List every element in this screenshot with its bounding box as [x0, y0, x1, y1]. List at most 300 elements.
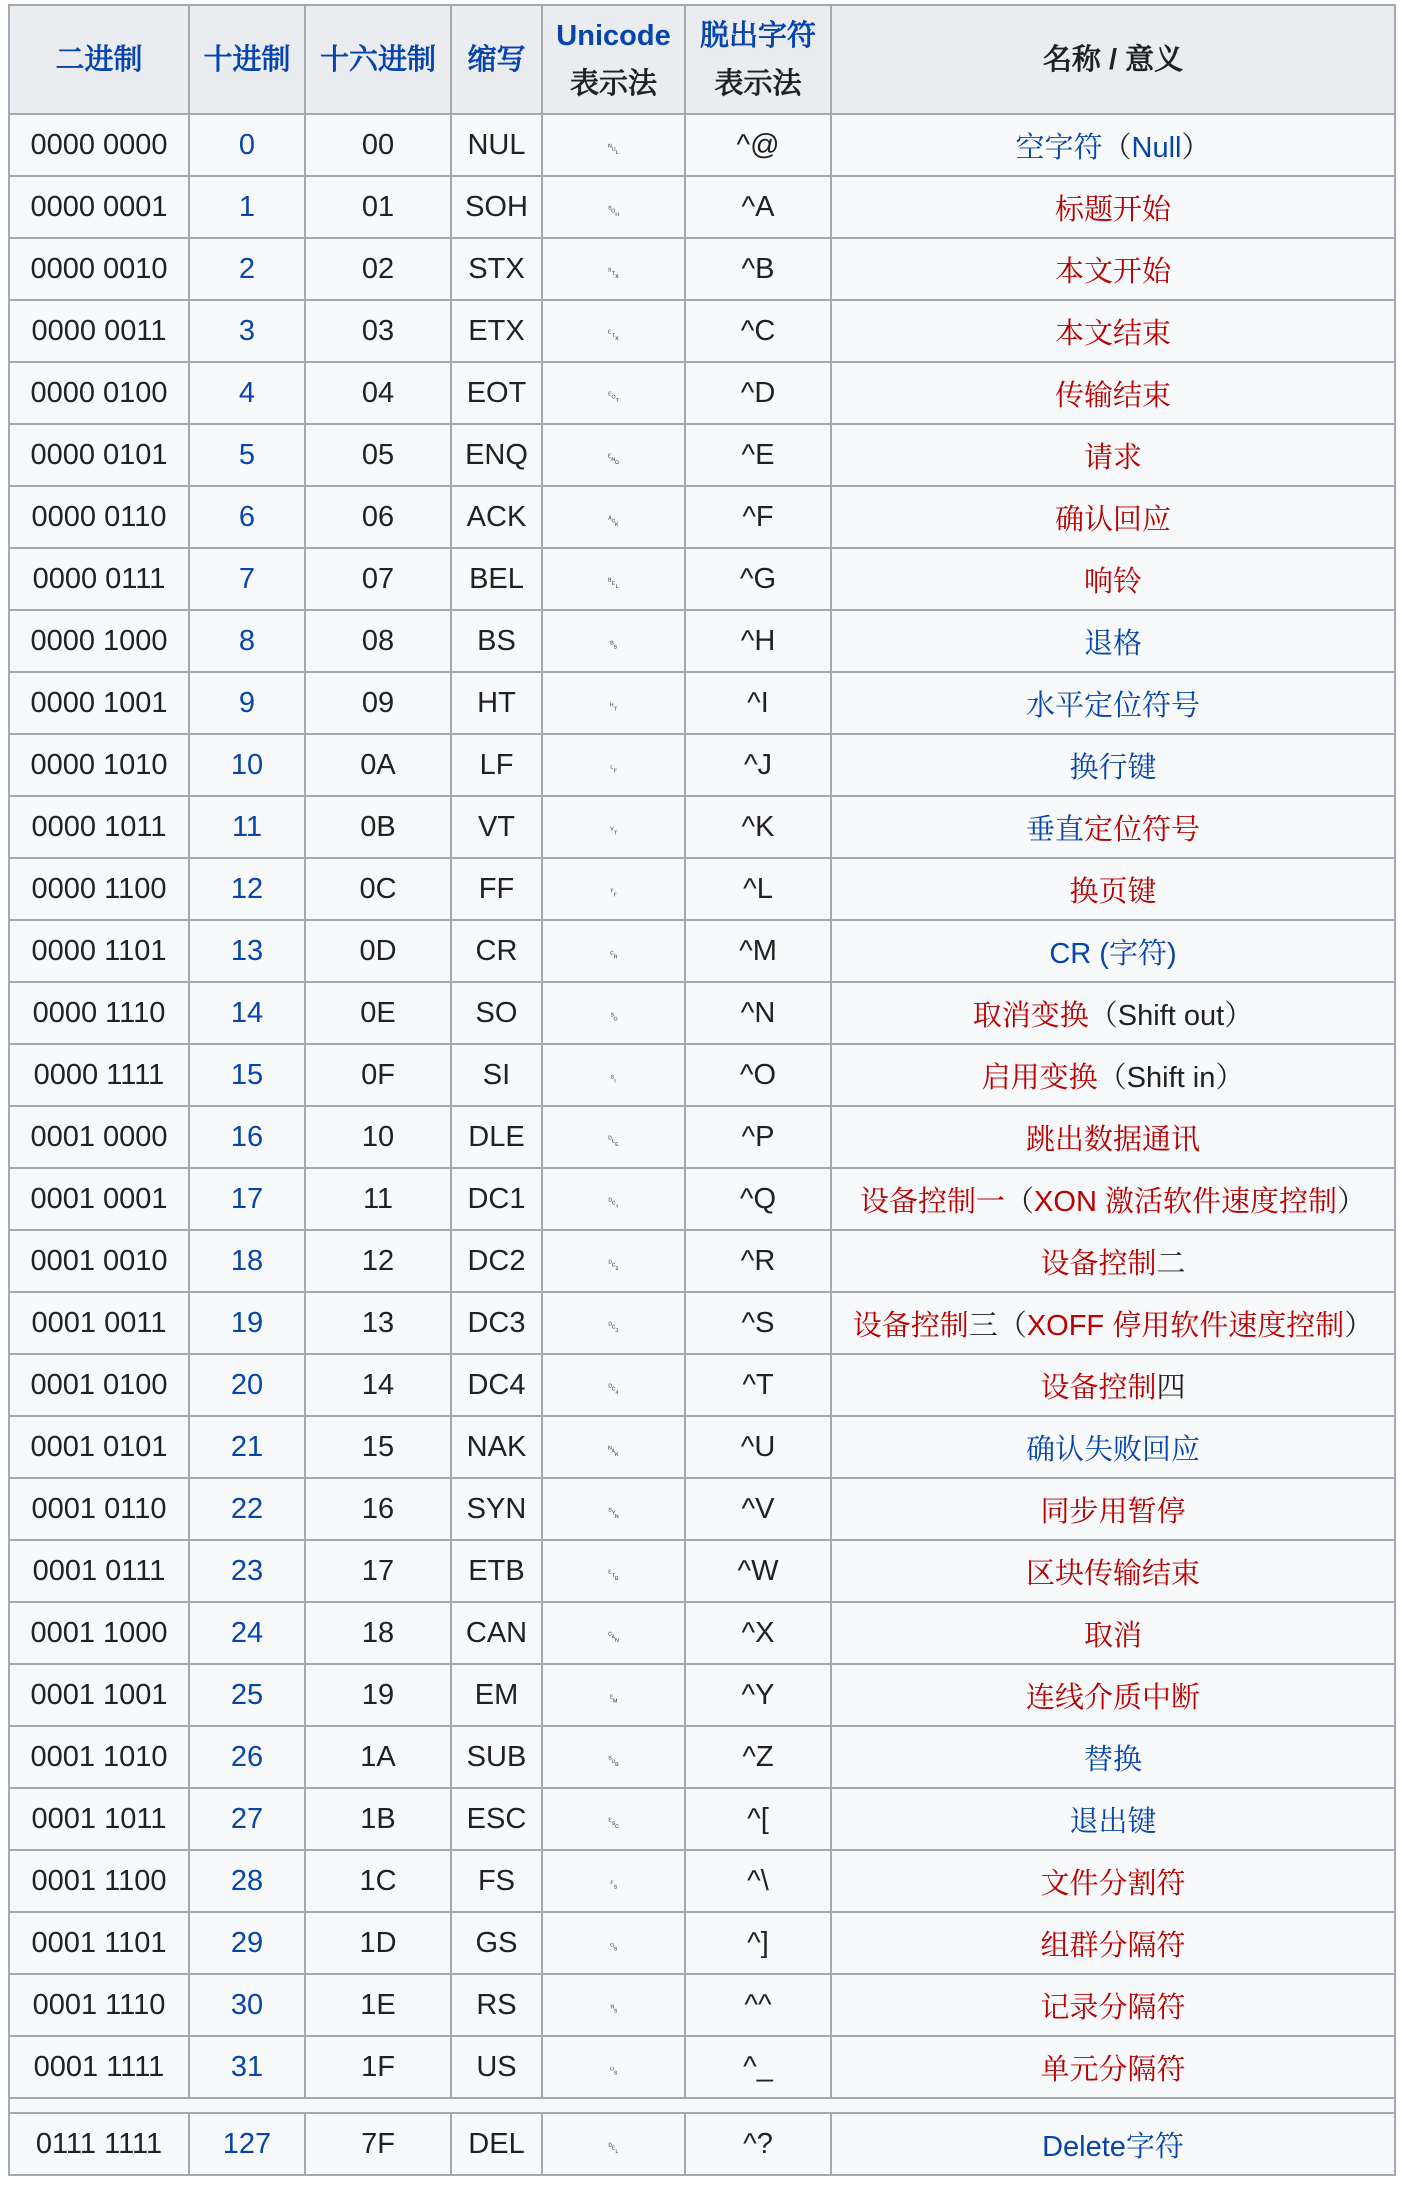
decimal-cell[interactable] — [189, 672, 305, 734]
unicode-picture-cell — [542, 982, 685, 1044]
binary-value: 0001 0110 — [31, 1492, 167, 1525]
meaning-cell — [831, 176, 1395, 238]
abbr-cell — [451, 1168, 542, 1230]
decimal-cell[interactable] — [189, 548, 305, 610]
meaning-cell — [831, 362, 1395, 424]
abbr-value: VT — [477, 810, 516, 843]
decimal-cell[interactable] — [189, 1416, 305, 1478]
unicode-picture-cell — [542, 1788, 685, 1850]
caret-cell — [685, 1788, 831, 1850]
decimal-value[interactable]: 3 — [238, 314, 256, 347]
decimal-value[interactable]: 30 — [230, 1988, 264, 2021]
abbr-value: SYN — [466, 1492, 527, 1525]
unicode-picture-value: ␅ — [607, 449, 620, 468]
meaning-cell — [831, 238, 1395, 300]
hex-cell — [305, 982, 451, 1044]
unicode-picture-cell — [542, 1664, 685, 1726]
hex-value: 00 — [361, 128, 395, 161]
col-header-hex[interactable] — [305, 5, 451, 114]
decimal-value[interactable]: 9 — [238, 686, 256, 719]
caret-cell — [685, 1974, 831, 2036]
binary-value: 0000 0110 — [31, 500, 167, 533]
caret-value: ^L — [743, 872, 773, 905]
meaning-link[interactable]: 同步用暂停 — [1040, 1495, 1186, 1528]
decimal-value[interactable]: 127 — [222, 2127, 272, 2160]
meaning-link[interactable]: 启用变换 — [981, 1061, 1098, 1094]
caret-value: ^D — [740, 376, 776, 409]
abbr-cell — [451, 486, 542, 548]
meaning-link[interactable]: Delete字符 — [1042, 2130, 1184, 2163]
table-row — [9, 2113, 1395, 2175]
abbr-cell — [451, 858, 542, 920]
meaning-link[interactable]: 跳出数据通讯 — [1025, 1123, 1200, 1156]
decimal-cell[interactable] — [189, 300, 305, 362]
abbr-cell — [451, 114, 542, 176]
meaning-text: （Shift in） — [1097, 1061, 1245, 1094]
caret-cell — [685, 982, 831, 1044]
hex-value: 17 — [361, 1554, 395, 1587]
meaning-link[interactable]: 取消变换 — [972, 999, 1089, 1032]
decimal-value[interactable]: 7 — [238, 562, 256, 595]
binary-cell — [9, 2113, 189, 2175]
hex-cell — [305, 424, 451, 486]
unicode-picture-cell — [542, 1850, 685, 1912]
decimal-value[interactable]: 25 — [230, 1678, 264, 1711]
abbr-cell — [451, 548, 542, 610]
abbr-value: DC3 — [467, 1306, 526, 1339]
decimal-cell[interactable] — [189, 1168, 305, 1230]
unicode-picture-cell — [542, 1416, 685, 1478]
table-row — [9, 1044, 1395, 1106]
binary-cell — [9, 1230, 189, 1292]
hex-cell — [305, 1850, 451, 1912]
meaning-cell — [831, 1664, 1395, 1726]
meaning-link[interactable]: 组群分隔符 — [1040, 1929, 1186, 1962]
meaning-text: ） — [1344, 1309, 1374, 1342]
abbr-cell — [451, 1354, 542, 1416]
col-header-binary[interactable] — [9, 5, 189, 114]
meaning-link[interactable]: 本文开始 — [1054, 255, 1171, 288]
decimal-cell[interactable] — [189, 1106, 305, 1168]
decimal-value[interactable]: 6 — [238, 500, 256, 533]
decimal-cell[interactable] — [189, 424, 305, 486]
hex-cell — [305, 1354, 451, 1416]
hex-cell — [305, 1416, 451, 1478]
decimal-cell[interactable] — [189, 114, 305, 176]
decimal-cell[interactable] — [189, 920, 305, 982]
caret-header-sub: 表示法 — [714, 67, 802, 100]
unicode-picture-cell — [542, 1168, 685, 1230]
table-row — [9, 176, 1395, 238]
hex-value: 01 — [361, 190, 395, 223]
meaning-cell — [831, 1044, 1395, 1106]
abbr-header-link[interactable]: 缩写 — [467, 43, 526, 76]
meaning-link[interactable]: 响铃 — [1083, 565, 1142, 598]
hex-cell — [305, 548, 451, 610]
caret-cell — [685, 1540, 831, 1602]
caret-cell — [685, 858, 831, 920]
table-row — [9, 1354, 1395, 1416]
table-row — [9, 1416, 1395, 1478]
meaning-link[interactable]: 定位符号 — [1084, 813, 1201, 846]
meaning-link[interactable]: 请求 — [1083, 441, 1142, 474]
table-row — [9, 1912, 1395, 1974]
binary-value: 0000 1000 — [30, 624, 168, 657]
meaning-cell — [831, 1292, 1395, 1354]
binary-value: 0001 1010 — [30, 1740, 168, 1773]
caret-cell — [685, 1292, 831, 1354]
caret-cell — [685, 1230, 831, 1292]
meaning-link[interactable]: 设备控制 — [1040, 1247, 1157, 1280]
unicode-picture-cell — [542, 734, 685, 796]
binary-value: 0001 0011 — [31, 1306, 167, 1339]
decimal-value[interactable]: 24 — [230, 1616, 264, 1649]
meaning-cell — [831, 1788, 1395, 1850]
decimal-cell[interactable] — [189, 1726, 305, 1788]
decimal-value[interactable]: 10 — [230, 748, 264, 781]
unicode-picture-cell — [542, 796, 685, 858]
decimal-value[interactable]: 2 — [238, 252, 256, 285]
meaning-link[interactable]: 设备控制 — [852, 1309, 969, 1342]
decimal-value[interactable]: 20 — [230, 1368, 264, 1401]
decimal-value[interactable]: 26 — [230, 1740, 264, 1773]
meaning-text: 四 — [1156, 1371, 1186, 1404]
meaning-link[interactable]: 取消 — [1083, 1619, 1142, 1652]
meaning-link[interactable]: 设备控制 — [1040, 1371, 1157, 1404]
col-header-name — [831, 5, 1395, 114]
binary-header-link[interactable]: 二进制 — [55, 43, 143, 76]
caret-cell — [685, 1478, 831, 1540]
decimal-cell[interactable] — [189, 2113, 305, 2175]
caret-cell — [685, 1106, 831, 1168]
meaning-link[interactable]: 水平定位符号 — [1025, 689, 1200, 722]
decimal-value[interactable]: 22 — [230, 1492, 264, 1525]
meaning-link[interactable]: 本文结束 — [1054, 317, 1171, 350]
unicode-picture-cell — [542, 1230, 685, 1292]
hex-header-link[interactable]: 十六进制 — [319, 43, 436, 76]
decimal-cell[interactable] — [189, 1044, 305, 1106]
decimal-cell[interactable] — [189, 734, 305, 796]
unicode-picture-cell — [542, 1292, 685, 1354]
abbr-value: FF — [478, 872, 515, 905]
caret-cell — [685, 486, 831, 548]
decimal-value[interactable]: 17 — [230, 1182, 264, 1215]
decimal-cell[interactable] — [189, 1354, 305, 1416]
abbr-cell — [451, 796, 542, 858]
abbr-value: DC2 — [467, 1244, 526, 1277]
decimal-value[interactable]: 23 — [230, 1554, 264, 1587]
binary-cell — [9, 176, 189, 238]
caret-value: ^Y — [741, 1678, 775, 1711]
meaning-cell — [831, 672, 1395, 734]
binary-cell — [9, 1540, 189, 1602]
meaning-link[interactable]: 文件分割符 — [1040, 1867, 1186, 1900]
decimal-value[interactable]: 14 — [230, 996, 264, 1029]
table-row — [9, 1726, 1395, 1788]
decimal-value[interactable]: 5 — [238, 438, 256, 471]
caret-cell — [685, 1664, 831, 1726]
hex-value: 1A — [360, 1740, 396, 1773]
meaning-text: 三（ — [968, 1309, 1027, 1342]
decimal-value[interactable]: 31 — [230, 2050, 264, 2083]
unicode-picture-cell — [542, 2113, 685, 2175]
table-row — [9, 1664, 1395, 1726]
hex-cell — [305, 1726, 451, 1788]
binary-value: 0001 1011 — [31, 1802, 167, 1835]
hex-value: 1B — [360, 1802, 396, 1835]
hex-cell — [305, 2036, 451, 2098]
meaning-link[interactable]: 空字符 — [1015, 131, 1103, 164]
decimal-cell[interactable] — [189, 858, 305, 920]
binary-value: 0001 0010 — [30, 1244, 168, 1277]
caret-cell — [685, 2113, 831, 2175]
decimal-cell[interactable] — [189, 1664, 305, 1726]
unicode-picture-cell — [542, 486, 685, 548]
meaning-link[interactable]: 标题开始 — [1054, 193, 1171, 226]
unicode-picture-value: ␇ — [607, 573, 620, 592]
decimal-cell[interactable] — [189, 1230, 305, 1292]
unicode-picture-value: ␓ — [607, 1317, 620, 1336]
col-header-abbr[interactable] — [451, 5, 542, 114]
table-row — [9, 796, 1395, 858]
meaning-link[interactable]: XON 激活软件速度控制 — [1034, 1185, 1337, 1218]
decimal-cell[interactable] — [189, 1478, 305, 1540]
meaning-link[interactable]: 换行键 — [1069, 751, 1157, 784]
meaning-cell — [831, 1602, 1395, 1664]
unicode-picture-value: ␁ — [607, 201, 620, 220]
abbr-value: GS — [475, 1926, 518, 1959]
unicode-picture-value: ␋ — [607, 821, 620, 840]
unicode-picture-value: ␖ — [607, 1503, 620, 1522]
decimal-cell[interactable] — [189, 610, 305, 672]
unicode-picture-cell — [542, 1106, 685, 1168]
abbr-cell — [451, 2036, 542, 2098]
table-row — [9, 114, 1395, 176]
decimal-cell[interactable] — [189, 1540, 305, 1602]
caret-value: ^K — [741, 810, 775, 843]
table-row — [9, 1788, 1395, 1850]
meaning-link[interactable]: 确认失败回应 — [1025, 1433, 1200, 1466]
hex-value: 1E — [360, 1988, 396, 2021]
caret-cell — [685, 238, 831, 300]
meaning-cell — [831, 1106, 1395, 1168]
decimal-cell[interactable] — [189, 982, 305, 1044]
binary-value: 0000 1110 — [32, 996, 166, 1029]
unicode-picture-value: ␘ — [607, 1627, 620, 1646]
col-header-caret — [685, 5, 831, 114]
meaning-link[interactable]: 退格 — [1083, 627, 1142, 660]
abbr-value: SI — [482, 1058, 511, 1091]
meaning-link[interactable]: 区块传输结束 — [1025, 1557, 1200, 1590]
caret-header-link[interactable]: 脱出字符 — [699, 19, 816, 52]
hex-value: 19 — [361, 1678, 395, 1711]
decimal-value[interactable]: 29 — [230, 1926, 264, 1959]
meaning-cell — [831, 1726, 1395, 1788]
binary-value: 0001 0101 — [30, 1430, 168, 1463]
decimal-header-link[interactable]: 十进制 — [203, 43, 291, 76]
caret-value: ^] — [747, 1926, 769, 1959]
binary-value: 0000 0101 — [30, 438, 168, 471]
unicode-picture-value: ␉ — [607, 697, 620, 716]
hex-cell — [305, 1230, 451, 1292]
hex-value: 0D — [359, 934, 397, 967]
decimal-value[interactable]: 19 — [230, 1306, 264, 1339]
meaning-link[interactable]: Null — [1131, 131, 1182, 164]
decimal-cell[interactable] — [189, 796, 305, 858]
decimal-cell[interactable] — [189, 1850, 305, 1912]
table-row — [9, 1974, 1395, 2036]
hex-cell — [305, 1912, 451, 1974]
decimal-cell[interactable] — [189, 2036, 305, 2098]
decimal-cell[interactable] — [189, 1788, 305, 1850]
unicode-picture-value: ␟ — [607, 2061, 620, 2080]
decimal-cell[interactable] — [189, 176, 305, 238]
caret-value: ^U — [740, 1430, 776, 1463]
caret-value: ^P — [741, 1120, 775, 1153]
decimal-cell[interactable] — [189, 1292, 305, 1354]
caret-value: ^I — [747, 686, 769, 719]
abbr-cell — [451, 300, 542, 362]
caret-value: ^E — [741, 438, 775, 471]
hex-cell — [305, 1292, 451, 1354]
meaning-link[interactable]: 替换 — [1083, 1743, 1142, 1776]
table-row — [9, 1850, 1395, 1912]
unicode-picture-value: ␑ — [607, 1193, 620, 1212]
meaning-link[interactable]: XOFF 停用软件速度控制 — [1026, 1309, 1345, 1342]
hex-value: 13 — [361, 1306, 395, 1339]
unicode-picture-value: ␛ — [607, 1813, 620, 1832]
caret-value: ^R — [740, 1244, 776, 1277]
table-row — [9, 1106, 1395, 1168]
hex-value: 0B — [360, 810, 396, 843]
hex-cell — [305, 858, 451, 920]
decimal-value[interactable]: 8 — [238, 624, 256, 657]
caret-cell — [685, 114, 831, 176]
hex-cell — [305, 486, 451, 548]
table-row — [9, 1602, 1395, 1664]
binary-value: 0000 0111 — [32, 562, 166, 595]
meaning-link[interactable]: 连线介质中断 — [1025, 1681, 1200, 1714]
abbr-value: RS — [476, 1988, 517, 2021]
hex-cell — [305, 1106, 451, 1168]
hex-cell — [305, 1478, 451, 1540]
meaning-cell — [831, 1540, 1395, 1602]
abbr-cell — [451, 1850, 542, 1912]
meaning-link[interactable]: CR (字符) — [1049, 937, 1177, 970]
unicode-picture-cell — [542, 920, 685, 982]
meaning-cell — [831, 114, 1395, 176]
caret-cell — [685, 1850, 831, 1912]
caret-value: ^G — [739, 562, 777, 595]
ascii-control-table — [8, 4, 1396, 2176]
caret-cell — [685, 176, 831, 238]
meaning-cell — [831, 548, 1395, 610]
decimal-cell[interactable] — [189, 238, 305, 300]
binary-value: 0001 0001 — [30, 1182, 168, 1215]
decimal-value[interactable]: 16 — [230, 1120, 264, 1153]
unicode-picture-cell — [542, 424, 685, 486]
decimal-value[interactable]: 27 — [230, 1802, 264, 1835]
meaning-link[interactable]: 退出键 — [1069, 1805, 1157, 1838]
binary-cell — [9, 796, 189, 858]
decimal-value[interactable]: 0 — [238, 128, 256, 161]
unicode-picture-value: ␔ — [607, 1379, 620, 1398]
decimal-cell[interactable] — [189, 362, 305, 424]
table-row — [9, 486, 1395, 548]
hex-value: 18 — [361, 1616, 395, 1649]
decimal-cell[interactable] — [189, 1974, 305, 2036]
decimal-value[interactable]: 1 — [238, 190, 256, 223]
binary-cell — [9, 114, 189, 176]
hex-value: 7F — [361, 2127, 395, 2160]
decimal-value[interactable]: 28 — [230, 1864, 264, 1897]
caret-cell — [685, 1416, 831, 1478]
binary-cell — [9, 1974, 189, 2036]
meaning-link[interactable]: 传输结束 — [1054, 379, 1171, 412]
meaning-link[interactable]: 单元分隔符 — [1040, 2053, 1186, 2086]
unicode-header-link[interactable]: Unicode — [556, 19, 671, 52]
meaning-cell — [831, 610, 1395, 672]
abbr-value: DEL — [468, 2127, 525, 2160]
decimal-value[interactable]: 21 — [230, 1430, 264, 1463]
binary-cell — [9, 1788, 189, 1850]
decimal-value[interactable]: 12 — [230, 872, 264, 905]
caret-value: ^O — [739, 1058, 777, 1091]
decimal-value[interactable]: 4 — [238, 376, 256, 409]
table-row — [9, 610, 1395, 672]
abbr-value: DC1 — [467, 1182, 526, 1215]
abbr-cell — [451, 176, 542, 238]
separator-row — [9, 2098, 1395, 2113]
table-row — [9, 362, 1395, 424]
binary-value: 0001 0000 — [30, 1120, 168, 1153]
decimal-cell[interactable] — [189, 1602, 305, 1664]
decimal-value[interactable]: 15 — [230, 1058, 264, 1091]
meaning-link[interactable]: 记录分隔符 — [1040, 1991, 1186, 2024]
unicode-picture-cell — [542, 1540, 685, 1602]
caret-value: ^X — [741, 1616, 775, 1649]
binary-value: 0001 0100 — [30, 1368, 168, 1401]
hex-cell — [305, 1540, 451, 1602]
abbr-cell — [451, 1416, 542, 1478]
meaning-link[interactable]: 设备控制一 — [860, 1185, 1006, 1218]
abbr-value: BEL — [469, 562, 524, 595]
hex-value: 0C — [359, 872, 397, 905]
binary-value: 0001 0111 — [32, 1554, 166, 1587]
binary-cell — [9, 734, 189, 796]
decimal-value[interactable]: 18 — [230, 1244, 264, 1277]
decimal-value[interactable]: 13 — [230, 934, 264, 967]
meaning-link[interactable]: 换页键 — [1069, 875, 1157, 908]
abbr-value: HT — [477, 686, 516, 719]
decimal-value[interactable]: 11 — [231, 810, 263, 843]
decimal-cell[interactable] — [189, 1912, 305, 1974]
caret-value: ^? — [743, 2127, 773, 2160]
col-header-decimal[interactable] — [189, 5, 305, 114]
unicode-picture-cell — [542, 610, 685, 672]
decimal-cell[interactable] — [189, 486, 305, 548]
caret-cell — [685, 796, 831, 858]
unicode-picture-cell — [542, 548, 685, 610]
binary-cell — [9, 1664, 189, 1726]
unicode-picture-value: ␀ — [607, 139, 620, 158]
unicode-picture-value: ␝ — [607, 1937, 620, 1956]
meaning-cell — [831, 1416, 1395, 1478]
hex-cell — [305, 1788, 451, 1850]
meaning-link[interactable]: 垂直 — [1025, 813, 1084, 846]
binary-value: 0001 1001 — [30, 1678, 168, 1711]
meaning-link[interactable]: 确认回应 — [1054, 503, 1171, 536]
